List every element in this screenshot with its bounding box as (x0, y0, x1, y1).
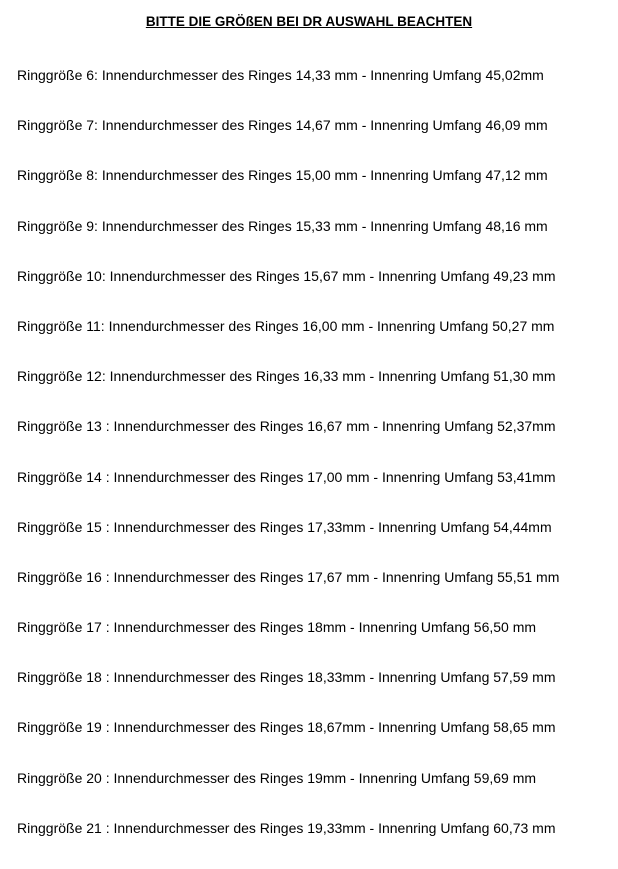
ring-size-line: Ringgröße 13 : Innendurchmesser des Ringes 16,67 mm - Innenring Umfang 52,37mm (17, 418, 556, 435)
ring-size-line: Ringgröße 19 : Innendurchmesser des Ringes 18,67mm - Innenring Umfang 58,65 mm (17, 719, 556, 736)
ring-size-line: Ringgröße 7: Innendurchmesser des Ringes 14,67 mm - Innenring Umfang 46,09 mm (17, 117, 548, 134)
ring-size-line: Ringgröße 10: Innendurchmesser des Ringes 15,67 mm - Innenring Umfang 49,23 mm (17, 267, 556, 284)
page-title: BITTE DIE GRÖßEN BEI DR AUSWAHL BEACHTEN (145, 14, 473, 29)
ring-size-line: Ringgröße 15 : Innendurchmesser des Ringes 17,33mm - Innenring Umfang 54,44mm (17, 518, 552, 535)
ring-size-line: Ringgröße 21 : Innendurchmesser des Ringes 19,33mm - Innenring Umfang 60,73 mm (17, 819, 556, 836)
ring-size-line: Ringgröße 9: Innendurchmesser des Ringes 15,33 mm - Innenring Umfang 48,16 mm (17, 217, 548, 234)
ring-size-list (17, 66, 612, 869)
ring-size-line: Ringgröße 20 : Innendurchmesser des Ringes 19mm - Innenring Umfang 59,69 mm (17, 769, 537, 786)
ring-size-line: Ringgröße 16 : Innendurchmesser des Ringes 17,67 mm - Innenring Umfang 55,51 mm (17, 568, 560, 585)
ring-size-line: Ringgröße 12: Innendurchmesser des Ringes 16,33 mm - Innenring Umfang 51,30 mm (17, 368, 556, 385)
ring-size-line: Ringgröße 18 : Innendurchmesser des Ringes 18,33mm - Innenring Umfang 57,59 mm (17, 669, 556, 686)
ring-size-line: Ringgröße 14 : Innendurchmesser des Ringes 17,00 mm - Innenring Umfang 53,41mm (17, 468, 556, 485)
ring-size-line: Ringgröße 8: Innendurchmesser des Ringes 15,00 mm - Innenring Umfang 47,12 mm (17, 167, 548, 184)
ring-size-line: Ringgröße 11: Innendurchmesser des Ringes 16,00 mm - Innenring Umfang 50,27 mm (17, 317, 555, 334)
ring-size-line: Ringgröße 17 : Innendurchmesser des Ringes 18mm - Innenring Umfang 56,50 mm (17, 619, 537, 636)
ring-size-line: Ringgröße 6: Innendurchmesser des Ringes 14,33 mm - Innenring Umfang 45,02mm (17, 67, 544, 83)
